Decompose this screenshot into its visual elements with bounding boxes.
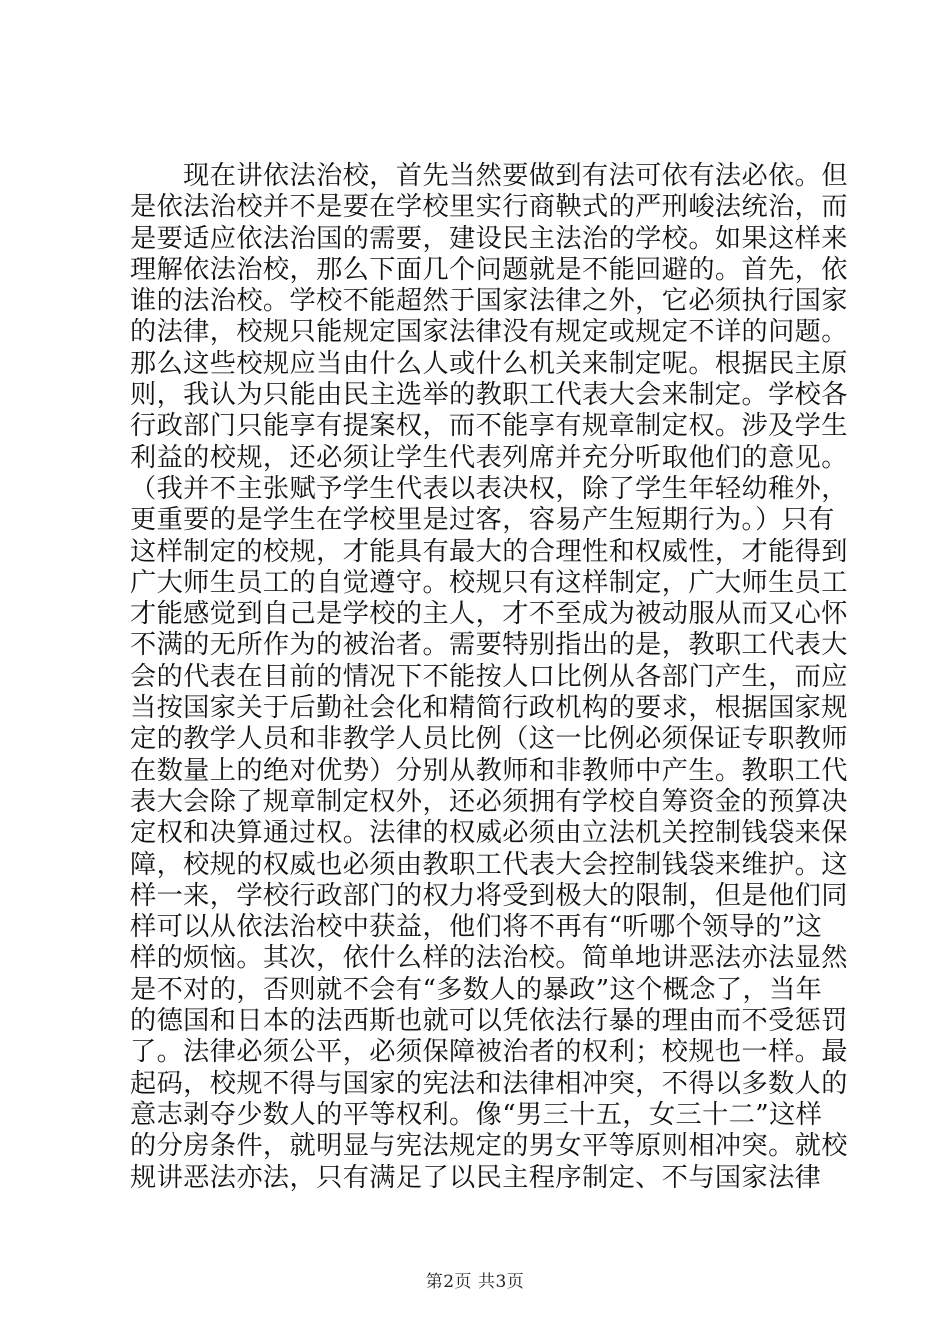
- text-line: 了。法律必须公平，必须保障被治者的权利；校规也一样。最: [130, 1037, 848, 1068]
- text-line: 利益的校规，还必须让学生代表列席并充分听取他们的意见。: [130, 442, 848, 473]
- text-line: 理解依法治校，那么下面几个问题就是不能回避的。首先，依: [130, 254, 848, 285]
- text-line: 才能感觉到自己是学校的主人，才不至成为被动服从而又心怀: [130, 599, 848, 630]
- text-line: 谁的法治校。学校不能超然于国家法律之外，它必须执行国家: [130, 286, 848, 317]
- text-line: 定权和决算通过权。法律的权威必须由立法机关控制钱袋来保: [130, 818, 848, 849]
- text-line: 样一来，学校行政部门的权力将受到极大的限制，但是他们同: [130, 880, 848, 911]
- text-line: 这样制定的校规，才能具有最大的合理性和权威性，才能得到: [130, 536, 848, 567]
- text-line: 是要适应依法治国的需要，建设民主法治的学校。如果这样来: [130, 223, 848, 254]
- text-line: 现在讲依法治校，首先当然要做到有法可依有法必依。但: [130, 161, 848, 191]
- text-line: 意志剥夺少数人的平等权利。像“男三十五，女三十二”这样: [130, 1099, 823, 1130]
- text-line: 障，校规的权威也必须由教职工代表大会控制钱袋来维护。这: [130, 849, 848, 880]
- text-line: 定的教学人员和非教学人员比例（这一比例必须保证专职教师: [130, 724, 848, 755]
- text-line: 广大师生员工的自觉遵守。校规只有这样制定，广大师生员工: [130, 567, 848, 598]
- text-line: 更重要的是学生在学校里是过客，容易产生短期行为。）只有: [130, 505, 835, 536]
- text-line: 是不对的，否则就不会有“多数人的暴政”这个概念了，当年: [130, 974, 823, 1005]
- page-footer: [0, 1267, 950, 1292]
- text-line: 是依法治校并不是要在学校里实行商鞅式的严刑峻法统治，而: [130, 192, 848, 223]
- text-line: 样的烦恼。其次，依什么样的法治校。简单地讲恶法亦法显然: [130, 943, 848, 974]
- text-line: 起码，校规不得与国家的宪法和法律相冲突，不得以多数人的: [130, 1068, 848, 1099]
- text-line: 会的代表在目前的情况下不能按人口比例从各部门产生，而应: [130, 661, 848, 692]
- text-line: 行政部门只能享有提案权，而不能享有规章制定权。涉及学生: [130, 411, 848, 442]
- text-line: 的德国和日本的法西斯也就可以凭依法行暴的理由而不受惩罚: [130, 1006, 848, 1037]
- text-line: 的法律，校规只能规定国家法律没有规定或规定不详的问题。: [130, 317, 848, 348]
- text-line: 样可以从依法治校中获益，他们将不再有“听哪个领导的”这: [130, 912, 823, 943]
- text-line: 表大会除了规章制定权外，还必须拥有学校自筹资金的预算决: [130, 786, 848, 817]
- text-line: 则，我认为只能由民主选举的教职工代表大会来制定。学校各: [130, 380, 848, 411]
- text-line: 规讲恶法亦法，只有满足了以民主程序制定、不与国家法律: [130, 1162, 822, 1193]
- text-line: 当按国家关于后勤社会化和精简行政机构的要求，根据国家规: [130, 693, 848, 724]
- text-line: 不满的无所作为的被治者。需要特别指出的是，教职工代表大: [130, 630, 848, 661]
- page-number: 第2页 共3页: [425, 1272, 525, 1292]
- body-paragraph: [130, 161, 848, 1194]
- text-line: 在数量上的绝对优势）分别从教师和非教师中产生。教职工代: [130, 755, 848, 786]
- text-line: （我并不主张赋予学生代表以表决权，除了学生年轻幼稚外，: [130, 473, 848, 504]
- text-line: 的分房条件，就明显与宪法规定的男女平等原则相冲突。就校: [130, 1131, 848, 1162]
- text-line: 那么这些校规应当由什么人或什么机关来制定呢。根据民主原: [130, 348, 848, 379]
